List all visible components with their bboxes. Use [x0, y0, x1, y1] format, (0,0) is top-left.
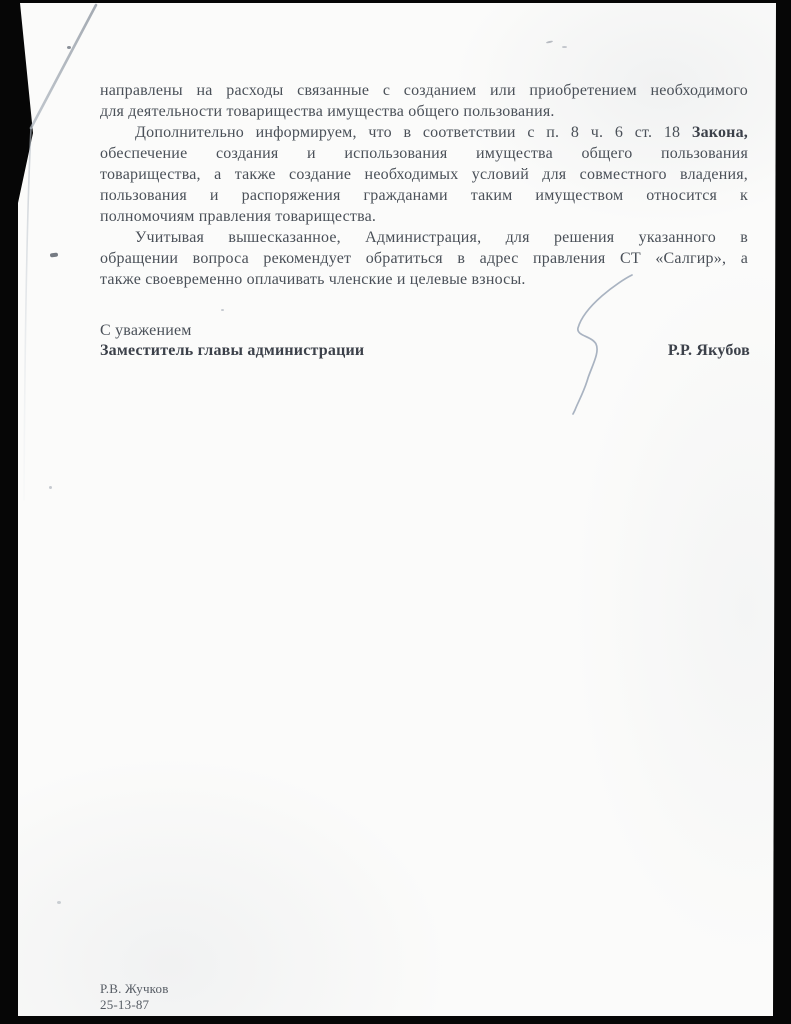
closing-block	[100, 321, 750, 361]
body-line	[100, 122, 748, 143]
body-line: также своевременно оплачивать членские и целевые взносы.	[100, 271, 526, 288]
body-line: для деятельности товарищества имущества общего пользования.	[100, 103, 555, 120]
body-line: обеспечение создания и использования имущества общего пользования	[100, 145, 748, 162]
body-line: товарищества, а также создание необходимых условий для совместного владения,	[100, 166, 748, 183]
executor-name: Р.В. Жучков	[100, 981, 169, 996]
body-line: полномочиям правления товарищества.	[100, 208, 377, 225]
body-line-bold-text: Закона,	[691, 124, 748, 141]
scan-speck	[57, 901, 61, 904]
scan-speck	[221, 309, 224, 311]
body-line-text: Дополнительно информируем, что в соответствии с п. 8 ч. 6 ст. 18	[135, 124, 692, 141]
body-line: Учитывая вышесказанное, Администрация, для решения указанного в	[135, 229, 748, 246]
executor-footer	[100, 981, 169, 1013]
signatory-row	[100, 341, 750, 361]
scan-speck	[49, 486, 52, 489]
signatory-position: Заместитель главы администрации	[100, 342, 365, 359]
signatory-name: Р.Р. Якубов	[667, 342, 750, 359]
executor-phone: 25-13-87	[100, 997, 150, 1012]
body-line: обращении вопроса рекомендует обратиться в адрес правления СТ «Салгир», а	[100, 250, 748, 267]
scan-speck	[562, 46, 567, 48]
body-line: направлены на расходы связанные с созданием или приобретением необходимого	[100, 82, 748, 99]
scan-speck	[67, 46, 71, 49]
letter-body	[100, 80, 748, 290]
body-line: пользования и распоряжения гражданами таким имуществом относится к	[100, 187, 748, 204]
closing-regards: С уважением	[100, 322, 192, 339]
